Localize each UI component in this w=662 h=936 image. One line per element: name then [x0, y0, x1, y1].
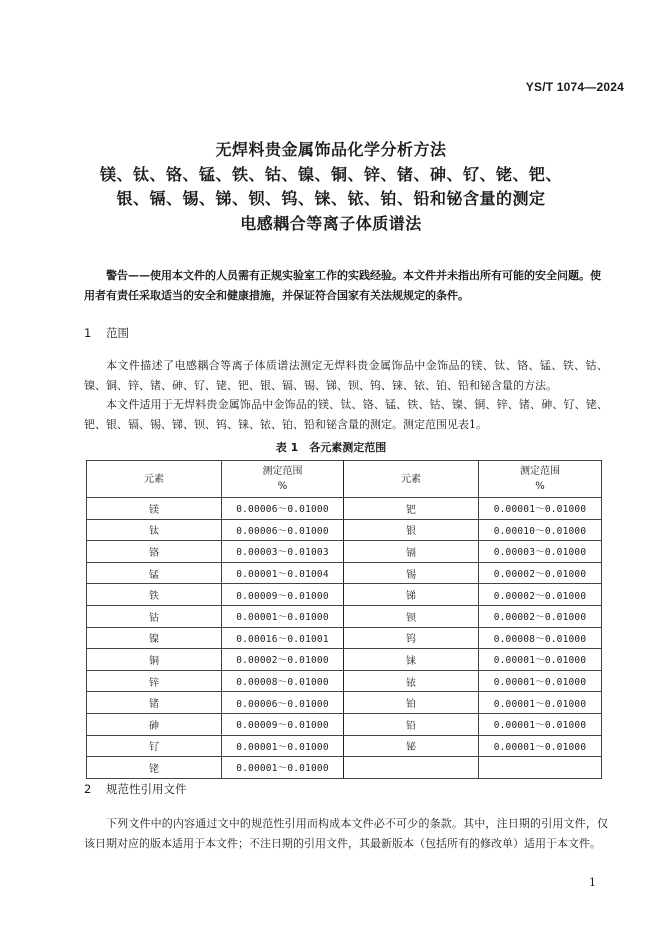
- table-caption: 表 1 各元素测定范围: [275, 441, 387, 454]
- table-row: [87, 605, 602, 627]
- element-cell: 砷: [87, 713, 222, 735]
- range-cell: 0.00003～0.01003: [222, 541, 344, 563]
- section-1-paragraph: 本文件适用于无焊料贵金属饰品中金饰品的镁、钛、铬、锰、铁、钴、镍、铜、锌、锗、砷、钌、铑、钯、银、镉、锡、锑、钡、钨、铼、铱、铂、铅和铋含量的测定。测定范围见表1。: [84, 398, 608, 431]
- element-cell: 钴: [87, 605, 222, 627]
- element-cell: [344, 757, 479, 779]
- element-cell: 钡: [344, 605, 479, 627]
- table-row: [87, 757, 602, 779]
- header-range: [222, 461, 344, 498]
- range-cell: 0.00008～0.01000: [222, 670, 344, 692]
- element-cell: 铋: [344, 735, 479, 757]
- element-cell: 锗: [87, 692, 222, 714]
- range-cell: 0.00003～0.01000: [479, 541, 602, 563]
- title-line: 无焊料贵金属饰品化学分析方法: [215, 140, 447, 159]
- table-row: [87, 670, 602, 692]
- range-cell: 0.00001～0.01000: [479, 692, 602, 714]
- table-row: [87, 649, 602, 671]
- section-number: 1: [84, 326, 92, 340]
- table-row: [87, 498, 602, 520]
- header-range-label: 测定范围: [262, 466, 303, 477]
- range-cell: 0.00006～0.01000: [222, 498, 344, 520]
- page-number: 1: [589, 876, 596, 889]
- header-range-label: 测定范围: [520, 466, 560, 477]
- element-cell: 锌: [87, 670, 222, 692]
- range-cell: 0.00001～0.01000: [479, 735, 602, 757]
- range-cell: 0.00006～0.01000: [222, 692, 344, 714]
- section-number: 2: [84, 782, 92, 796]
- element-cell: 锡: [344, 562, 479, 584]
- range-cell: 0.00001～0.01000: [479, 498, 602, 520]
- section-2-heading: [84, 781, 187, 797]
- table-header-row: [87, 461, 602, 498]
- element-cell: 锑: [344, 584, 479, 606]
- range-cell: 0.00009～0.01000: [222, 713, 344, 735]
- range-cell: 0.00001～0.01000: [222, 757, 344, 779]
- range-cell: 0.00001～0.01000: [479, 713, 602, 735]
- header-range-unit: %: [535, 481, 545, 492]
- range-cell: 0.00002～0.01000: [479, 605, 602, 627]
- section-1-heading: [84, 325, 129, 341]
- standard-number: YS/T 1074—2024: [525, 80, 624, 94]
- header-element: 元素: [87, 461, 222, 498]
- element-cell: 铂: [344, 692, 479, 714]
- range-cell: [479, 757, 602, 779]
- section-2-paragraph: 下列文件中的内容通过文中的规范性引用而构成本文件必不可少的条款。其中，注日期的引用文件，仅该日期对应的版本适用于本文件；不注日期的引用文件，其最新版本（包括所有的修改单）适用于本文件。: [84, 817, 608, 850]
- element-cell: 镁: [87, 498, 222, 520]
- range-cell: 0.00001～0.01000: [479, 649, 602, 671]
- element-cell: 铱: [344, 670, 479, 692]
- table-row: [87, 692, 602, 714]
- element-cell: 铅: [344, 713, 479, 735]
- table-row: [87, 541, 602, 563]
- range-cell: 0.00009～0.01000: [222, 584, 344, 606]
- header-element: 元素: [344, 461, 479, 498]
- table-row: [87, 584, 602, 606]
- table-row: [87, 562, 602, 584]
- element-cell: 钯: [344, 498, 479, 520]
- section-title: 范围: [106, 326, 129, 340]
- element-cell: 铁: [87, 584, 222, 606]
- document-title: [0, 138, 662, 236]
- element-cell: 钨: [344, 627, 479, 649]
- element-cell: 镉: [344, 541, 479, 563]
- table-row: [87, 627, 602, 649]
- title-line: 银、镉、锡、锑、钡、钨、铼、铱、铂、铅和铋含量的测定: [116, 189, 546, 208]
- range-cell: 0.00001～0.01000: [222, 735, 344, 757]
- table-row: [87, 519, 602, 541]
- range-cell: 0.00006～0.01000: [222, 519, 344, 541]
- element-cell: 铼: [344, 649, 479, 671]
- header-range-unit: %: [277, 481, 288, 492]
- range-cell: 0.00002～0.01000: [479, 584, 602, 606]
- range-cell: 0.00001～0.01004: [222, 562, 344, 584]
- range-cell: 0.00002～0.01000: [222, 649, 344, 671]
- element-cell: 铬: [87, 541, 222, 563]
- range-cell: 0.00010～0.01000: [479, 519, 602, 541]
- title-line: 电感耦合等离子体质谱法: [240, 213, 422, 233]
- range-cell: 0.00001～0.01000: [479, 670, 602, 692]
- element-cell: 锰: [87, 562, 222, 584]
- range-cell: 0.00008～0.01000: [479, 627, 602, 649]
- warning-notice: 警告——使用本文件的人员需有正规实验室工作的实践经验。本文件并未指出所有可能的安全问题。使用者有责任采取适当的安全和健康措施，并保证符合国家有关法规规定的条件。: [84, 269, 601, 302]
- element-cell: 钌: [87, 735, 222, 757]
- element-cell: 铑: [87, 757, 222, 779]
- section-title: 规范性引用文件: [106, 782, 187, 796]
- table-row: [87, 713, 602, 735]
- header-range: [479, 461, 602, 498]
- range-cell: 0.00001～0.01000: [222, 605, 344, 627]
- element-cell: 银: [344, 519, 479, 541]
- table-row: [87, 735, 602, 757]
- element-cell: 镍: [87, 627, 222, 649]
- element-cell: 钛: [87, 519, 222, 541]
- element-range-table: [86, 460, 602, 779]
- title-line: 镁、钛、铬、锰、铁、钴、镍、铜、锌、锗、砷、钌、铑、钯、: [99, 164, 562, 184]
- element-cell: 铜: [87, 649, 222, 671]
- range-cell: 0.00016～0.01001: [222, 627, 344, 649]
- section-1-paragraph: 本文件描述了电感耦合等离子体质谱法测定无焊料贵金属饰品中金饰品的镁、钛、铬、锰、铁、钴、镍、铜、锌、锗、砷、钌、铑、钯、银、镉、锡、锑、钡、钨、铼、铱、铂、铅和铋含量的方法。: [84, 359, 608, 392]
- range-cell: 0.00002～0.01000: [479, 562, 602, 584]
